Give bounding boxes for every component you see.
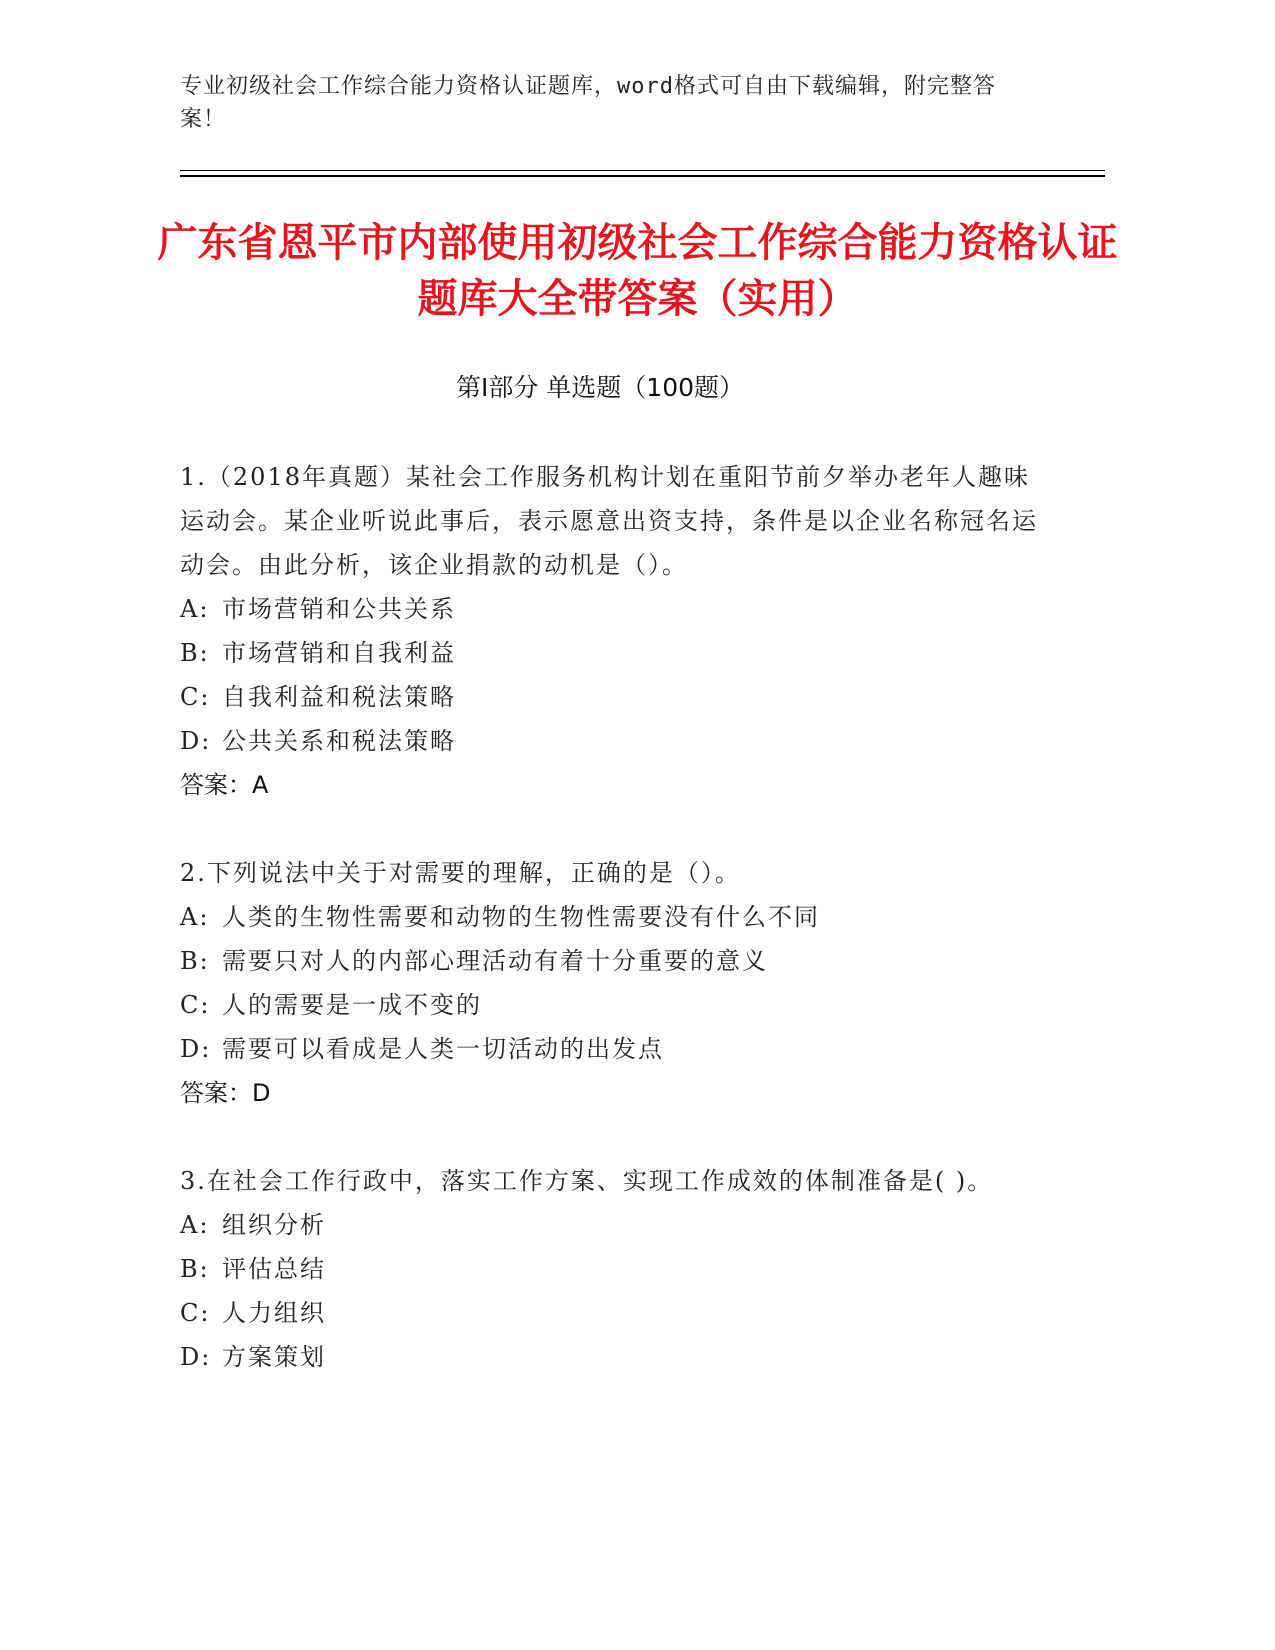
option-d (180, 1027, 1040, 1071)
answer: 答案：A (180, 771, 269, 799)
option-letter: C: (180, 991, 211, 1019)
option-b (180, 939, 1040, 983)
option-text: 需要只对人的内部心理活动有着十分重要的意义 (222, 947, 768, 975)
option-b (180, 1247, 1040, 1291)
option-letter: C: (180, 1299, 211, 1327)
option-a (180, 895, 1040, 939)
option-letter: D: (180, 1343, 212, 1371)
header-divider-thick (180, 175, 1105, 177)
option-letter: B: (180, 947, 210, 975)
question-2 (180, 851, 1040, 1115)
question-1 (180, 455, 1040, 807)
option-letter: C: (180, 683, 211, 711)
option-letter: D: (180, 1035, 212, 1063)
option-c (180, 675, 1040, 719)
option-c (180, 1291, 1040, 1335)
option-text: 组织分析 (222, 1211, 326, 1239)
option-letter: A: (180, 903, 210, 931)
option-d (180, 719, 1040, 763)
option-text: 市场营销和自我利益 (222, 639, 456, 667)
option-letter: A: (180, 1211, 210, 1239)
option-text: 人力组织 (222, 1299, 326, 1327)
option-letter: B: (180, 1255, 210, 1283)
option-text: 自我利益和税法策略 (222, 683, 456, 711)
option-text: 方案策划 (222, 1343, 326, 1371)
option-letter: D: (180, 727, 212, 755)
option-text: 需要可以看成是人类一切活动的出发点 (222, 1035, 664, 1063)
question-stem: 2.下列说法中关于对需要的理解，正确的是（）。 (180, 859, 741, 887)
option-text: 市场营销和公共关系 (222, 595, 456, 623)
question-3 (180, 1159, 1040, 1379)
option-letter: A: (180, 595, 210, 623)
option-text: 人类的生物性需要和动物的生物性需要没有什么不同 (222, 903, 820, 931)
header-divider-thin (180, 170, 1105, 171)
option-a (180, 1203, 1040, 1247)
answer: 答案：D (180, 1079, 271, 1107)
question-stem: 3.在社会工作行政中，落实工作方案、实现工作成效的体制准备是( )。 (180, 1167, 994, 1195)
option-b (180, 631, 1040, 675)
section-heading: 第Ⅰ部分 单选题（100题） (455, 373, 745, 402)
option-letter: B: (180, 639, 210, 667)
header-note: 专业初级社会工作综合能力资格认证题库，word格式可自由下载编辑，附完整答案！ (180, 74, 996, 132)
question-stem: 1.（2018年真题）某社会工作服务机构计划在重阳节前夕举办老年人趣味运动会。某企业听说此事后，表示愿意出资支持，条件是以企业名称冠名运动会。由此分析，该企业捐款的动机是（）。 (180, 463, 1038, 579)
option-text: 公共关系和税法策略 (222, 727, 456, 755)
question-list (180, 455, 1040, 1423)
option-c (180, 983, 1040, 1027)
option-text: 人的需要是一成不变的 (222, 991, 482, 1019)
option-d (180, 1335, 1040, 1379)
document-title: 广东省恩平市内部使用初级社会工作综合能力资格认证题库大全带答案（实用） (157, 220, 1118, 322)
option-a (180, 587, 1040, 631)
option-text: 评估总结 (222, 1255, 326, 1283)
